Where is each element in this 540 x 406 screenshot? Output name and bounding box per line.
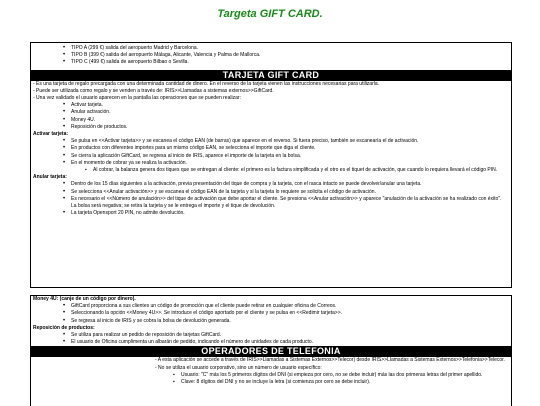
intro-line: - Es una tarjeta de regalo precargada con una determinada cantidad de dinero. En el reverso de la tarjeta vienen las instrucciones necesarias para utilizarla.: [33, 80, 380, 87]
section-title-activar: Activar tarjeta:: [33, 131, 69, 138]
list-item: • Se pulsa en <<Activar tarjeta>> y se escanea el código EAN (de barras) que aparece en el reverso. Si fuera preciso, también se escanearía el de activación.: [31, 138, 511, 145]
list-item: • En el momento de cobrar ya se realiza la activación.: [31, 160, 511, 167]
operations-list: [31, 102, 511, 131]
activar-list: [31, 138, 511, 174]
section-title-money4u: Money 4U: (canje de un código por dinero).: [33, 296, 136, 302]
telefonia-line: - No se utiliza el usuario corporativo, sino un número de usuario específico:: [155, 364, 322, 371]
list-item: • El usuario de Oficina cumplimenta un albarán de pedido, indicando el número de unidades de cada producto.: [31, 339, 511, 346]
section-header-telefonia: OPERADORES DE TELEFONIA: [31, 346, 511, 357]
list-item: • Money 4U.: [31, 117, 511, 124]
list-subitem: ▪ Al cobrar, la balanza genera dos tiques que se entregan al cliente: el primero es la factura simplificada y el otro es el tiquet de activación, que cuando lo requiera llevará el código PIN.: [31, 167, 511, 174]
page-title: Targeta GIFT CARD.: [217, 8, 323, 20]
list-item: • TIPO C (499 €) salida de aeropuerto Bilbao o Sevilla.: [31, 59, 511, 66]
list-subitem: ▪ Clave: 8 dígitos del DNI y no se incluye la letra (si comienza por cero se debe incluir).: [31, 379, 511, 386]
gift-card-panel: [30, 42, 512, 288]
section-header-gift-card: TARJETA GIFT CARD: [31, 70, 511, 81]
telefonia-panel: [30, 295, 512, 406]
list-item: • Anular activación.: [31, 109, 511, 116]
telefonia-sublist: [31, 372, 511, 386]
list-item: • Es necesario el <<Número de anulación>> del tique de activación que debe aportar el cliente. Se presiona <<Anular activación>> y aparece "anulación de la activación se ha realizado con éxito". La bolsa será negativa; se retira la tarjeta y se le entrega el importe y el tique de devolución.: [31, 196, 511, 210]
list-item: • Se cierra la aplicación GiftCard, se regresa al inicio de IRIS, aparece el importe de la tarjeta en la bolsa.: [31, 153, 511, 160]
list-item: • Dentro de los 15 días siguientes a la activación, previa presentación del tique de compra y la tarjeta, con el rasca intacto se puede devolver/anular una tarjeta.: [31, 181, 511, 188]
list-item: • Activar tarjeta.: [31, 102, 511, 109]
list-item: • En productos con diferentes importes para un mismo código EAN, se selecciona el importe que diga el cliente.: [31, 145, 511, 152]
list-subitem: ▪ Usuario: "C" más los 5 primeros dígitos del DNI (si empieza por cero, no se debe incluir) más las dos primeras letras del primer apellido.: [31, 372, 511, 379]
tipo-list: [31, 43, 511, 67]
list-item: • TIPO B (399 €) salida del aeropuerto Málaga, Alicante, Valencia y Palma de Mallorca.: [31, 52, 511, 59]
list-item: • GiftCard proporciona a sus clientes un código de promoción que el cliente puede retirar en cualquier oficina de Correos.: [31, 303, 511, 310]
reposicion-list: [31, 332, 511, 346]
section-title-anular: Anular tarjeta:: [33, 174, 67, 181]
section-title-reposicion: Reposición de productos:: [33, 324, 95, 331]
list-item: • Reposición de productos.: [31, 124, 511, 131]
anular-list: [31, 181, 511, 217]
list-item: • La tarjeta Opensport 20 PIN, no admite devolución.: [31, 210, 511, 217]
list-item: • Se utiliza para realizar un pedido de reposición de tarjetas GiftCard.: [31, 332, 511, 339]
list-item: • TIPO A (299 €) salida del aeropuerto Madrid y Barcelona.: [31, 45, 511, 52]
list-item: • Se regresa al inicio de IRIS y se cobra la bolsa de devolución generada.: [31, 318, 511, 325]
telefonia-line: - A esta aplicación se accede a través de IRIS>>Llamadas a Sistemas Externos>>Telecor) desde IRIS>>Llamadas a Sistemas Externos>>Telefonia>>Telecor.: [155, 357, 505, 364]
money-list: [31, 303, 511, 325]
intro-line: - Una vez validado el usuario aparecen en la pantalla las operaciones que se pueden realizar:: [33, 95, 241, 102]
list-item: • Se selecciona <<Anular activación>> y se escanea el código EAN de la tarjeta y si la tarjeta lo requiere se solicita el código de activación.: [31, 189, 511, 196]
intro-line: - Puede ser utilizada como regalo y se venden a través de: IRIS>>Llamadas a sistemas externos>>GiftCard.: [33, 87, 274, 94]
list-item: • Seleccionando la opción <<Money 4U>>. Se introduce el código aportado por el cliente y se pulsa en <<Redimir tarjeta>>.: [31, 310, 511, 317]
